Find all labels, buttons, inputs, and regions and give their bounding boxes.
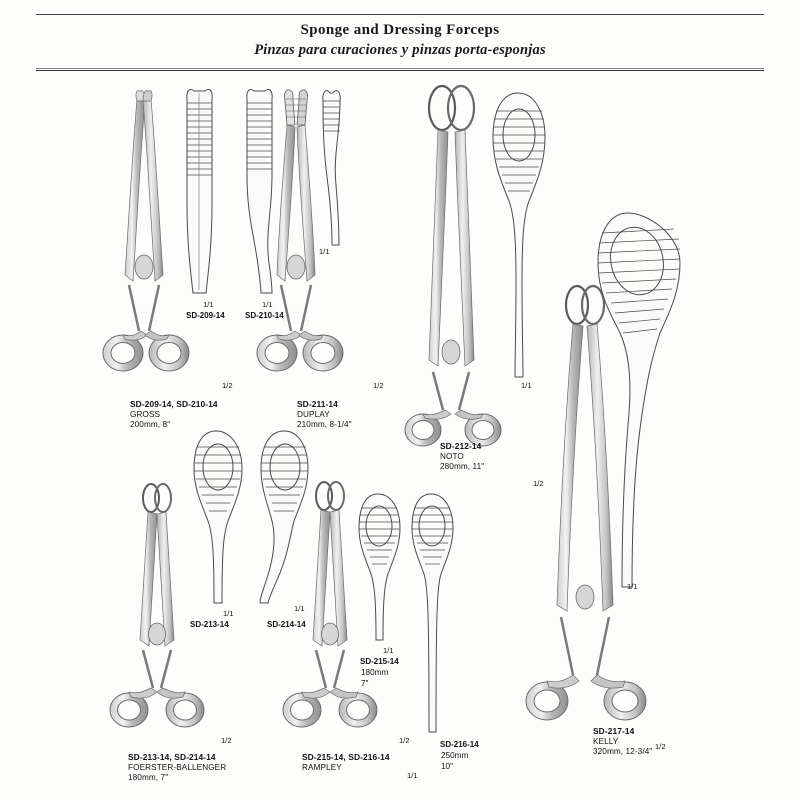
size-tip-215-line2: 7" [361,678,369,688]
caption-duplay-name: DUPLAY [297,409,330,419]
caption-duplay-codes: SD-211-14 [297,399,338,409]
detail-blade-duplay [310,85,360,255]
tipcode-sd-214: SD-214-14 [267,620,306,629]
scale-kelly: 1/2 [655,742,666,751]
scale-rampley: 1/2 [399,736,410,745]
caption-gross-name: GROSS [130,409,161,419]
size-tip-216-line2: 10" [441,761,454,771]
scale-noto-detail: 1/1 [521,381,532,390]
caption-rampley-codes: SD-215-14, SD-216-14 [302,752,390,762]
scale-gross: 1/2 [222,381,233,390]
size-tip-216-line1: 250mm [441,751,469,760]
tipcode-sd-210: SD-210-14 [245,311,284,320]
scale-noto: 1/2 [533,479,544,488]
caption-kelly [593,726,652,758]
scale-duplay: 1/2 [373,381,384,390]
caption-duplay-size: 210mm, 8-1/4" [297,420,352,429]
detail-tip-sd-209 [178,85,222,300]
page-header [0,0,800,76]
tipcode-sd-215: SD-215-14 [360,657,399,666]
caption-foerster-size: 180mm, 7" [128,773,169,782]
page-subtitle: Pinzas para curaciones y pinzas porta-esponjas [254,42,546,58]
scale-tip-210: 1/1 [262,300,273,309]
caption-gross-codes: SD-209-14, SD-210-14 [130,399,218,409]
header-rule-top [36,14,764,15]
scale-tip-214: 1/1 [294,604,305,613]
caption-foerster-codes: SD-213-14, SD-214-14 [128,752,216,762]
page-title: Sponge and Dressing Forceps [300,22,500,38]
size-tip-215-line1: 180mm [361,668,389,677]
caption-foerster [128,752,226,784]
header-rule-bottom [36,70,764,71]
caption-kelly-size: 320mm, 12-3/4" [593,747,653,756]
detail-blade-sd-213 [188,425,248,610]
scale-tip-215: 1/1 [383,646,394,655]
tipcode-sd-216: SD-216-14 [440,740,479,749]
tipcode-sd-213: SD-213-14 [190,620,229,629]
caption-gross-size: 200mm, 8" [130,420,171,429]
caption-noto-size: 280mm, 11" [440,462,485,471]
tipcode-sd-209: SD-209-14 [186,311,225,320]
size-tip-216 [441,751,468,772]
caption-noto-codes: SD-212-14 [440,441,482,451]
caption-noto [440,441,484,473]
scale-tip-216: 1/1 [407,771,418,780]
caption-foerster-name: FOERSTER-BALLENGER [128,762,227,772]
scale-tip-213: 1/1 [223,609,234,618]
scale-kelly-detail: 1/1 [627,582,638,591]
caption-rampley [302,752,390,773]
detail-blade-sd-215 [352,488,408,648]
scale-duplay-detail: 1/1 [319,247,330,256]
size-tip-215 [361,668,388,689]
caption-noto-name: NOTO [440,451,464,461]
scale-tip-209: 1/1 [203,300,214,309]
caption-rampley-name: RAMPLEY [302,762,342,772]
caption-kelly-name: KELLY [593,736,619,746]
caption-kelly-codes: SD-217-14 [593,726,635,736]
header-rule-accent [36,68,764,69]
scale-foerster: 1/2 [221,736,232,745]
detail-blade-kelly [580,205,690,595]
detail-blade-sd-216 [405,488,461,738]
instrument-illustration-gross [95,85,245,385]
